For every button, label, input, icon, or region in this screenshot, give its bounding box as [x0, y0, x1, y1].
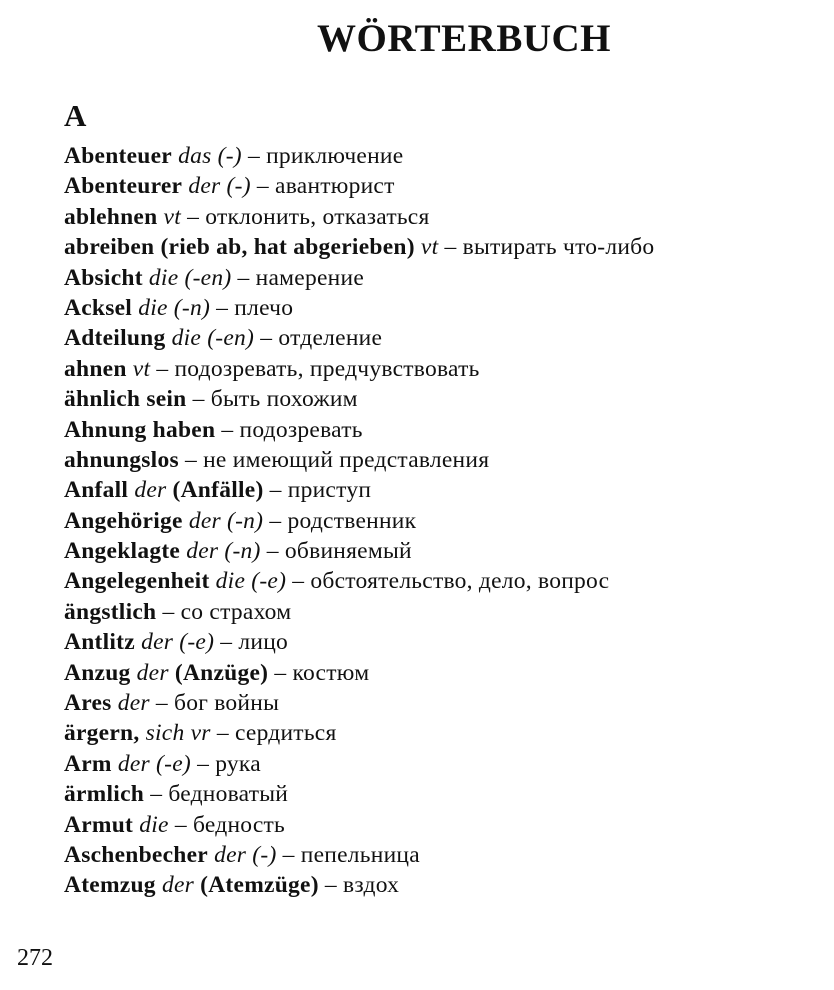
entry-headword: ärgern,	[64, 720, 140, 747]
entry-grammar: der (-)	[188, 173, 251, 200]
entry-translation: плечо	[234, 294, 294, 321]
entry-translation: бедноватый	[168, 781, 289, 808]
entry-translation: пепельница	[300, 841, 420, 868]
dictionary-entry: ärmlich – бедноватый	[64, 781, 289, 808]
entry-headword: Atemzug	[64, 872, 156, 899]
entry-plural: (Anfälle)	[172, 477, 264, 504]
dictionary-entry: ärgern, sich vr – сердиться	[64, 720, 337, 747]
entry-translation: отделение	[278, 325, 383, 352]
entry-translation: со страхом	[180, 598, 292, 625]
entry-translation: обвиняемый	[284, 538, 412, 565]
dictionary-entry: ähnlich sein – быть похожим	[64, 386, 358, 413]
entry-headword: Abenteuer	[64, 143, 172, 169]
entry-translation: вздох	[343, 872, 400, 899]
entry-translation: обстоятельство, дело, вопрос	[310, 568, 610, 595]
entry-translation: костюм	[292, 659, 370, 686]
entry-grammar: die (-e)	[215, 568, 287, 595]
dictionary-entry-list	[64, 141, 824, 901]
dictionary-entry: Angelegenheit die (-e) – обстоятельство, дело, вопрос	[64, 568, 610, 595]
dictionary-entry: ablehnen vt – отклонить, отказаться	[64, 203, 430, 230]
dictionary-entry: Armut die – бедность	[64, 811, 286, 838]
entry-headword: ähnlich sein	[64, 386, 187, 413]
section-letter: A	[64, 98, 87, 133]
entry-translation: рука	[215, 750, 261, 777]
entry-headword: Acksel	[64, 294, 133, 321]
dictionary-entry: Antlitz der (-e) – лицо	[64, 629, 289, 656]
dictionary-entry: Atemzug der (Atemzüge) – вздох	[64, 872, 400, 899]
dictionary-entry: Arm der (-e) – рука	[64, 750, 261, 777]
entry-headword: ablehnen	[64, 203, 158, 230]
entry-grammar: der	[161, 872, 195, 899]
entry-plural: (Atemzüge)	[200, 872, 319, 899]
entry-headword: Aschenbecher	[64, 841, 208, 868]
dictionary-entry: ängstlich – со страхом	[64, 598, 292, 625]
entry-translation: отклонить, отказаться	[205, 203, 430, 230]
entry-grammar: der (-e)	[117, 750, 191, 777]
dictionary-entry: Adteilung die (-en) – отделение	[64, 325, 383, 352]
entry-translation: лицо	[238, 629, 289, 656]
entry-headword: abreiben (rieb ab, hat abgerieben)	[64, 234, 415, 261]
entry-headword: Absicht	[64, 264, 143, 291]
entry-headword: ängstlich	[64, 598, 157, 625]
entry-headword: Anzug	[64, 659, 131, 686]
dictionary-entry: Abenteurer der (-) – авантюрист	[64, 173, 395, 200]
dictionary-entry: Ares der – бог войны	[64, 690, 280, 717]
dictionary-entry: Angehörige der (-n) – родственник	[64, 507, 417, 534]
entry-headword: Armut	[64, 811, 134, 838]
entry-translation: не имеющий представления	[203, 446, 490, 473]
entry-grammar: der (-n)	[186, 538, 261, 565]
entry-translation: приключение	[266, 143, 404, 169]
page-number: 272	[17, 945, 53, 971]
entry-grammar: die (-en)	[148, 264, 232, 291]
entry-grammar: der	[136, 659, 169, 686]
entry-translation: намерение	[255, 264, 364, 291]
entry-grammar: der (-)	[214, 841, 277, 868]
entry-headword: ahnen	[64, 355, 127, 382]
dictionary-entry: Acksel die (-n) – плечо	[64, 294, 294, 321]
dictionary-entry: ahnen vt – подозревать, предчувствовать	[64, 355, 480, 382]
dictionary-entry: Abenteuer das (-) – приключение	[64, 143, 404, 169]
entry-grammar: die (-n)	[138, 294, 211, 321]
entry-headword: Angehörige	[64, 507, 183, 534]
entry-headword: ärmlich	[64, 781, 145, 808]
entry-translation: бедность	[192, 811, 286, 838]
dictionary-entry: Absicht die (-en) – намерение	[64, 264, 364, 291]
entry-translation: бог войны	[174, 690, 280, 717]
entry-translation: быть похожим	[210, 386, 358, 413]
entry-translation: родственник	[287, 507, 417, 534]
entry-grammar: der	[134, 477, 167, 504]
dictionary-entry: Anfall der (Anfälle) – приступ	[64, 477, 372, 504]
entry-headword: Antlitz	[64, 629, 135, 656]
entry-plural: (Anzüge)	[174, 659, 269, 686]
entry-headword: Angeklagte	[64, 538, 181, 565]
entry-grammar: der (-n)	[188, 507, 264, 534]
entry-headword: Angelegenheit	[64, 568, 210, 595]
entry-headword: Ares	[64, 690, 112, 717]
dictionary-entry: Angeklagte der (-n) – обвиняемый	[64, 538, 412, 565]
entry-translation: сердиться	[234, 720, 337, 747]
entry-headword: Adteilung	[64, 325, 166, 352]
entry-grammar: die (-en)	[171, 325, 255, 352]
entry-headword: ahnungslos	[64, 446, 179, 473]
entry-grammar: vt	[163, 203, 182, 230]
dictionary-entry: Ahnung haben – подозревать	[64, 416, 363, 443]
dictionary-entry: Aschenbecher der (-) – пепельница	[64, 841, 420, 868]
entry-translation: авантюрист	[275, 173, 395, 200]
page-title: WÖRTERBUCH	[317, 17, 611, 60]
entry-headword: Anfall	[64, 477, 129, 504]
entry-grammar: der	[117, 690, 150, 717]
entry-translation: подозревать	[239, 416, 363, 443]
entry-grammar: die	[139, 811, 169, 838]
entry-headword: Arm	[64, 750, 112, 777]
entry-translation: подозревать, предчувствовать	[174, 355, 480, 382]
dictionary-entry: abreiben (rieb ab, hat abgerieben) vt – вытирать что-либо	[64, 234, 655, 261]
entry-grammar: vt	[420, 234, 439, 261]
entry-translation: вытирать что-либо	[462, 234, 655, 261]
entry-headword: Abenteurer	[64, 173, 183, 200]
entry-translation: приступ	[287, 477, 372, 504]
entry-grammar: sich vr	[145, 720, 211, 747]
entry-grammar: der (-e)	[141, 629, 215, 656]
entry-headword: Ahnung haben	[64, 416, 216, 443]
dictionary-entry: Anzug der (Anzüge) – костюм	[64, 659, 370, 686]
entry-grammar: das (-)	[178, 143, 242, 169]
entry-grammar: vt	[132, 355, 151, 382]
dictionary-entry: ahnungslos – не имеющий представления	[64, 446, 490, 473]
